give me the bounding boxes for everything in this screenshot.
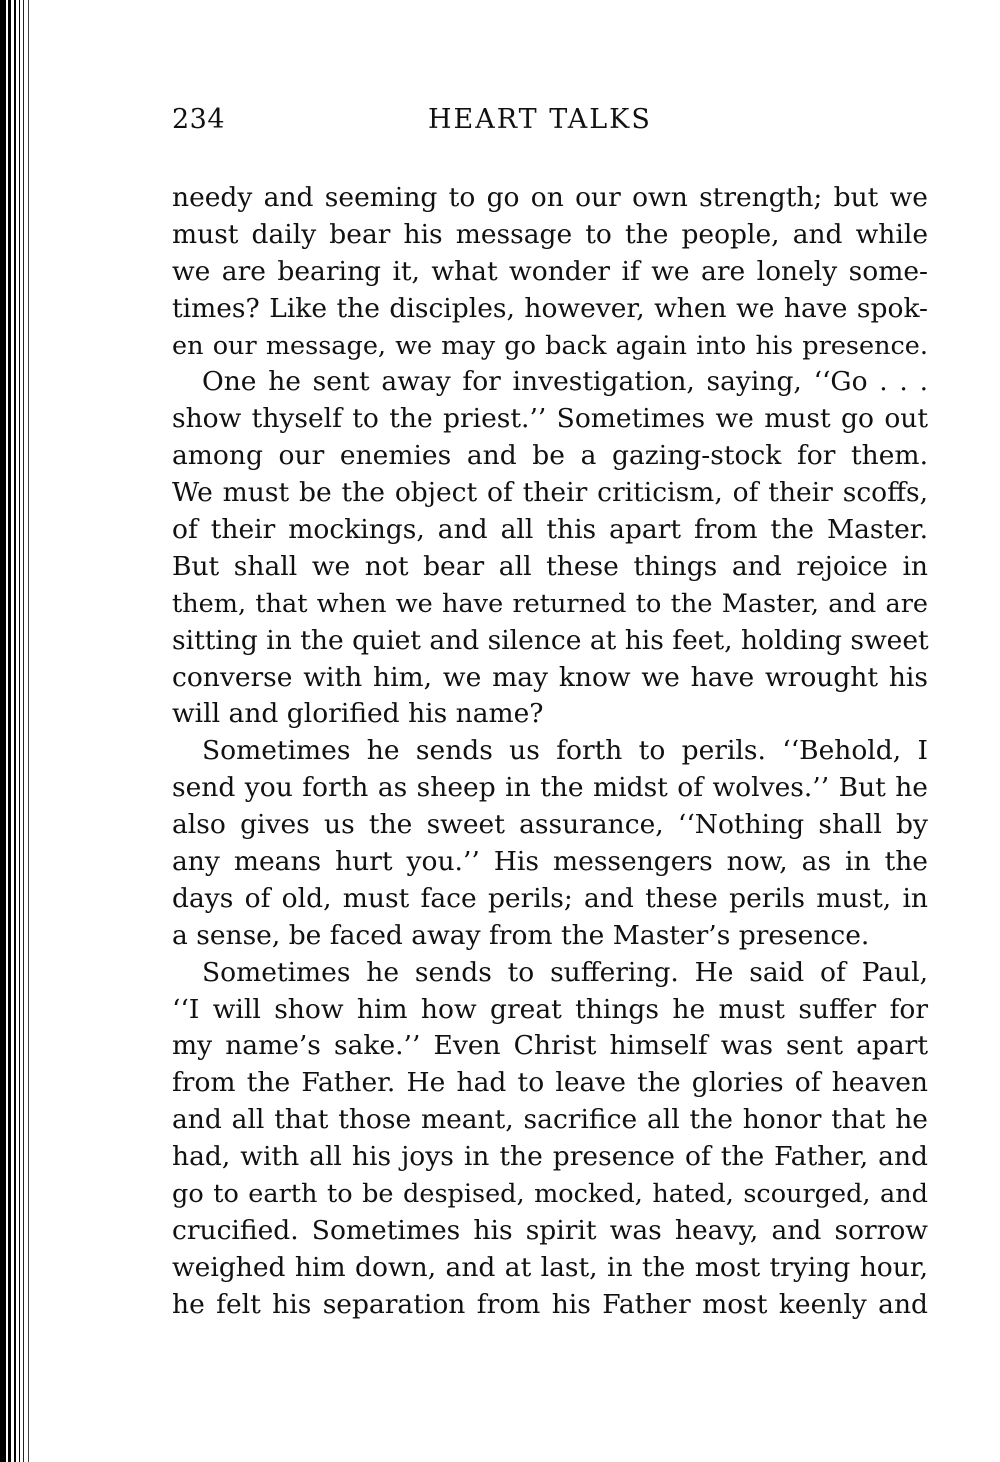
text-line: weighed him down, and at last, in the most trying hour, — [172, 1251, 928, 1283]
text-line: also gives us the sweet assurance, ‘‘Nothing shall by — [172, 809, 928, 841]
body-text — [172, 180, 928, 1324]
paragraph-first-line: Sometimes he sends to suffering. He said of Paul, — [202, 956, 928, 988]
text-line: times? Like the disciples, however, when we have spok- — [172, 292, 928, 324]
page-number: 234 — [172, 104, 226, 135]
paragraph-last-line: will and glorified his name? — [172, 698, 544, 730]
text-line: crucified. Sometimes his spirit was heavy, and sorrow — [172, 1214, 928, 1246]
text-line: days of old, must face perils; and these perils must, in — [172, 882, 928, 914]
text-line: them, that when we have returned to the Master, and are — [172, 588, 928, 619]
paragraph-first-line: One he sent away for investigation, saying, ‘‘Go . . . — [202, 366, 928, 398]
text-line: from the Father. He had to leave the glories of heaven — [172, 1067, 928, 1099]
text-line: sitting in the quiet and silence at his feet, holding sweet — [172, 624, 929, 656]
text-line: any means hurt you.’’ His messengers now, as in the — [172, 846, 928, 878]
paragraph-first-line: Sometimes he sends us forth to perils. ‘‘Behold, I — [202, 735, 928, 767]
text-line: But shall we not bear all these things and rejoice in — [172, 550, 928, 582]
text-line: my name’s sake.’’ Even Christ himself was sent apart — [172, 1030, 928, 1062]
text-line: converse with him, we may know we have wrought his — [172, 661, 928, 693]
text-line: send you forth as sheep in the midst of wolves.’’ But he — [172, 772, 928, 804]
text-line: We must be the object of their criticism, of their scoffs, — [172, 477, 928, 509]
page-header — [172, 104, 932, 148]
paragraph-last-line: a sense, be faced away from the Master’s presence. — [172, 919, 870, 951]
text-line: among our enemies and be a gazing-stock for them. — [172, 440, 928, 472]
text-line: of their mockings, and all this apart from the Master. — [172, 514, 928, 546]
text-line: we are bearing it, what wonder if we are lonely some- — [172, 255, 928, 287]
text-line: ‘‘I will show him how great things he must suffer for — [172, 993, 928, 1025]
text-line: had, with all his joys in the presence of the Father, and — [172, 1141, 928, 1173]
text-line: and all that those meant, sacrifice all the honor that he — [172, 1104, 928, 1136]
text-line: needy and seeming to go on our own strength; but we — [172, 182, 928, 213]
running-head: HEART TALKS — [428, 104, 652, 135]
page-binding-edge — [0, 0, 34, 1462]
text-line: show thyself to the priest.’’ Sometimes we must go out — [172, 403, 928, 435]
text-line: en our message, we may go back again into his presence. — [172, 330, 928, 361]
text-line: he felt his separation from his Father most keenly and — [172, 1288, 928, 1320]
text-line: must daily bear his message to the people, and while — [172, 218, 928, 250]
text-line: go to earth to be despised, mocked, hated, scourged, and — [172, 1179, 928, 1210]
